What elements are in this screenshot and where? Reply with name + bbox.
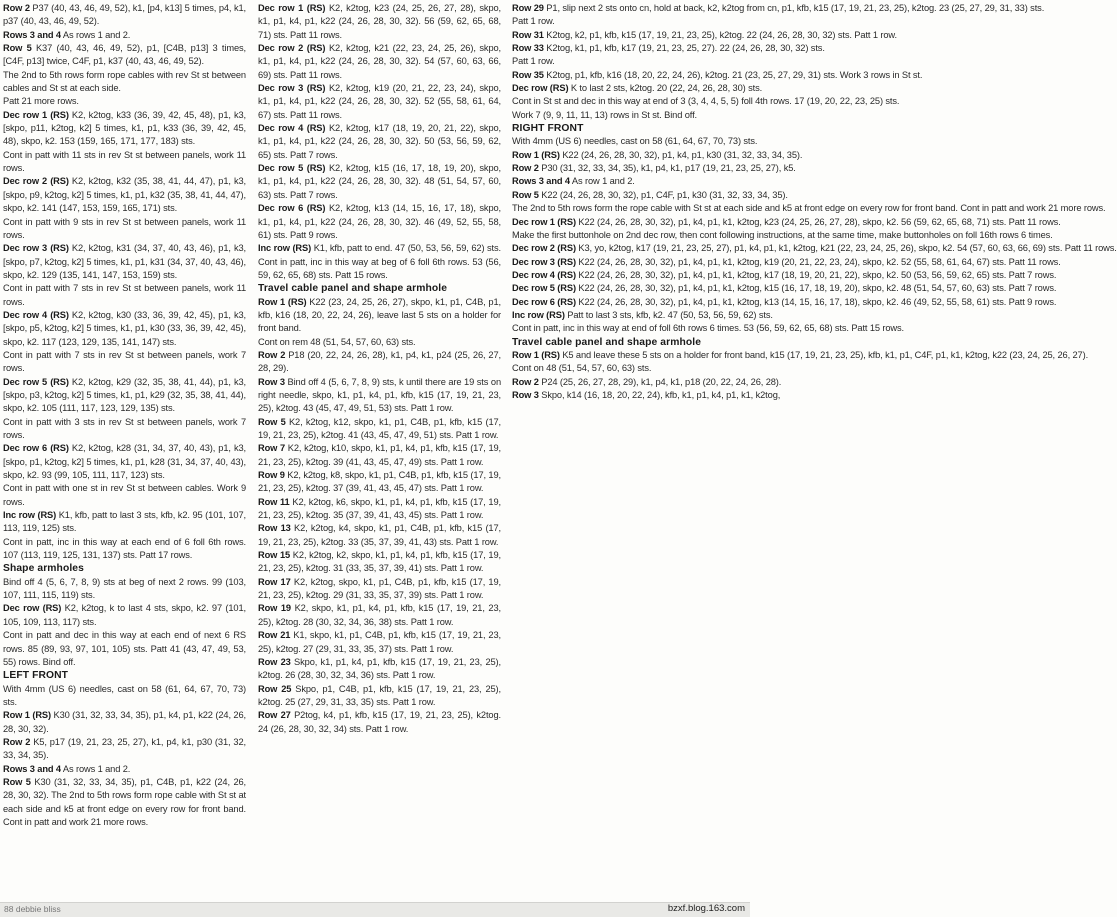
row-label: Dec row 5 (RS) (512, 283, 576, 294)
instruction-text: K2, k2tog, k21 (22, 23, 24, 25, 26), skpo, k1, p1, k4, p1, k22 (24, 26, 28, 30, 32). 54 (57, 60, 63, 66, 69) sts. Patt 11 rows. (258, 43, 502, 80)
instruction-paragraph (258, 549, 501, 576)
instruction-paragraph (258, 469, 501, 496)
instruction-text: Cont on 48 (51, 54, 57, 60, 63) sts. (512, 363, 652, 374)
section-heading: Travel cable panel and shape armhole (258, 283, 448, 295)
row-label: Dec row 5 (RS) (3, 376, 69, 387)
row-label: Dec row (RS) (512, 83, 569, 94)
instruction-paragraph (3, 576, 246, 603)
row-label: Row 7 (258, 443, 286, 454)
instruction-text: Make the first buttonhole on 2nd dec row, then cont following instructions, at the same time, make buttonholes on foll 16th rows 6 times. (512, 229, 1053, 240)
row-label: Dec row 4 (RS) (258, 123, 326, 134)
instruction-paragraph (258, 202, 501, 242)
row-label: Row 2 (258, 349, 286, 360)
instruction-text: K2, k2tog, k13 (14, 15, 16, 17, 18), skpo, k1, p1, k4, p1, k22 (24, 26, 28, 30, 32). 46 (49, 52, 55, 58, 61) sts. Patt 9 rows. (258, 203, 502, 240)
row-label: Dec row 6 (RS) (512, 296, 576, 307)
instruction-text: K37 (40, 43, 46, 49, 52), p1, [C4B, p13] 3 times, [C4F, p13] twice, C4F, p1, k37 (40, 43, 46, 49, 52). (3, 43, 246, 67)
column-2 (258, 2, 501, 736)
instruction-paragraph (3, 242, 246, 282)
instruction-text: Skpo, p1, C4B, p1, kfb, k15 (17, 19, 21, 23, 25), k2tog. 25 (27, 29, 31, 33, 35) sts. Patt 1 row. (258, 683, 501, 707)
instruction-text: K2, skpo, k1, p1, k4, p1, kfb, k15 (17, 19, 21, 23, 25), k2tog. 28 (30, 32, 34, 36, 38) sts. Patt 1 row. (258, 603, 501, 627)
instruction-paragraph (258, 42, 501, 82)
row-label: Dec row 5 (RS) (258, 163, 326, 174)
instruction-text: K22 (24, 26, 28, 30, 32), p1, k4, p1, k1, k2tog, k19 (20, 21, 22, 23, 24), skpo, k2. 52 (55, 58, 61, 64, 67) sts. Patt 11 rows. (575, 256, 1061, 267)
instruction-paragraph (512, 322, 905, 335)
instruction-paragraph (3, 349, 246, 376)
instruction-paragraph (258, 522, 501, 549)
row-label: Inc row (RS) (512, 309, 565, 320)
instruction-paragraph (512, 389, 781, 402)
instruction-paragraph (512, 296, 1057, 309)
instruction-paragraph (3, 416, 246, 443)
instruction-text: Cont in patt with 7 sts in rev St st between panels, work 11 rows. (3, 283, 246, 307)
instruction-text: K2, k2tog, k15 (16, 17, 18, 19, 20), skpo, k1, p1, k4, p1, k22 (24, 26, 28, 30, 32). 48 (51, 54, 57, 60, 63) sts. Patt 7 rows. (258, 163, 502, 200)
instruction-paragraph (258, 349, 501, 376)
watermark-url: bzxf.blog.163.com (667, 903, 745, 914)
column-3 (512, 2, 1117, 402)
instruction-paragraph (512, 69, 923, 82)
instruction-text: Cont in St st and dec in this way at end of 3 (3, 4, 4, 5, 5) foll 4th rows. 17 (19, 20, 22, 23, 25) sts. (512, 96, 900, 107)
instruction-paragraph (258, 162, 501, 202)
instruction-text: Patt 21 more rows. (3, 96, 79, 107)
instruction-paragraph (512, 55, 752, 68)
instruction-paragraph (3, 95, 246, 108)
row-label: Row 27 (258, 710, 291, 721)
instruction-paragraph (258, 683, 501, 710)
instruction-text: As rows 1 and 2. (60, 763, 131, 774)
instruction-paragraph (3, 216, 246, 243)
row-label: Dec row 4 (RS) (3, 309, 69, 320)
instruction-paragraph (512, 175, 752, 188)
row-label: Row 29 (512, 3, 544, 13)
instruction-text: P2tog, k4, p1, kfb, k15 (17, 19, 21, 23, 25), k2tog. 24 (26, 28, 30, 32, 34) sts. Patt 1 row. (258, 710, 501, 734)
instruction-text: K2, k2tog, k33 (36, 39, 42, 45, 48), p1, k3, [skpo, p11, k2tog, k2] 5 times, k1, p1, k33 (36, 39, 42, 45, 48), skpo, k2. 153 (159, 165, 171, 177, 183) sts. (3, 109, 246, 147)
instruction-paragraph (258, 336, 501, 349)
page-number: 88 (4, 904, 14, 914)
row-label: Dec row (RS) (3, 603, 62, 614)
instruction-paragraph (512, 82, 763, 95)
instruction-text: K1, kfb, patt to last 3 sts, kfb, k2. 95 (101, 107, 113, 119, 125) sts. (3, 510, 246, 534)
instruction-text: K2, k2tog, k2, skpo, k1, p1, k4, p1, kfb, k15 (17, 19, 21, 23, 25), k2tog. 31 (33, 35, 37, 39, 41) sts. Patt 1 row. (258, 550, 501, 574)
instruction-paragraph (3, 109, 246, 149)
instruction-paragraph (512, 242, 1117, 255)
instruction-paragraph (3, 509, 246, 536)
row-label: Dec row 6 (RS) (3, 443, 69, 454)
instruction-paragraph (512, 269, 1057, 282)
instruction-paragraph (3, 683, 246, 710)
row-label: Row 1 (RS) (3, 710, 51, 721)
instruction-paragraph (3, 29, 246, 42)
row-label: Row 33 (512, 43, 544, 54)
column-1 (3, 2, 246, 829)
instruction-text: K1, kfb, patt to end. 47 (50, 53, 56, 59, 62) sts. Cont in patt, inc in this way at beg of 6 foll 6th rows. 53 (56, 59, 62, 65, 68) sts. Patt 15 rows. (258, 243, 502, 280)
row-label: Row 5 (3, 776, 31, 787)
instruction-text: K2, k2tog, k28 (31, 34, 37, 40, 43), p1, k3, [skpo, p1, k2tog, k2] 5 times, k1, p1, k28 (31, 34, 37, 40, 43), skpo, k2. 93 (99, 105, 111, 117, 123) sts. (3, 443, 246, 481)
instruction-paragraph (512, 216, 1061, 229)
instruction-paragraph (3, 763, 246, 776)
row-label: Row 11 (258, 496, 290, 507)
page-footer (0, 902, 750, 917)
row-label: Row 1 (RS) (258, 296, 307, 307)
instruction-paragraph (3, 602, 246, 629)
instruction-paragraph (3, 536, 246, 563)
instruction-paragraph (3, 69, 246, 96)
row-label: Row 3 (512, 389, 539, 400)
instruction-paragraph (512, 349, 1089, 362)
instruction-paragraph (512, 29, 897, 42)
instruction-text: Cont in patt and dec in this way at each end of next 6 RS rows. 85 (89, 93, 97, 101, 105) sts. Patt 41 (43, 47, 49, 53, 55) rows. Bind off. (3, 630, 246, 667)
section-heading: RIGHT FRONT (512, 123, 584, 135)
instruction-text: As row 1 and 2. (569, 176, 635, 187)
instruction-text: K22 (24, 26, 28, 30, 32), p1, k4, p1, k1, k2tog, k15 (16, 17, 18, 19, 20), skpo, k2. 48 (51, 54, 57, 60, 63) sts. Patt 7 rows. (575, 283, 1057, 294)
row-label: Row 31 (512, 29, 544, 40)
instruction-paragraph (258, 442, 501, 469)
instruction-paragraph (258, 376, 501, 416)
instruction-text: K22 (23, 24, 25, 26, 27), skpo, k1, p1, C4B, p1, kfb, k16 (18, 20, 22, 24, 26), leave last 5 sts on a holder for front band. (258, 296, 501, 334)
instruction-text: Cont in patt with 3 sts in rev St st between panels, work 7 rows. (3, 416, 246, 440)
instruction-paragraph (3, 175, 246, 215)
instruction-paragraph (258, 629, 501, 656)
instruction-text: K22 (24, 26, 28, 30, 32), p1, k4, p1, k30 (31, 32, 33, 34, 35). (559, 149, 803, 160)
instruction-paragraph (258, 656, 501, 683)
instruction-text: Cont in patt with 11 sts in rev St st between panels, work 11 rows. (3, 149, 246, 174)
instruction-text: K5 and leave these 5 sts on a holder for front band, k15 (17, 19, 21, 23, 25), kfb, k1, p1, C4F, p1, k1, k2tog, k22 (23, 24, 25, 26, 27). (559, 349, 1089, 360)
row-label: Dec row 2 (RS) (258, 43, 326, 54)
instruction-text: P30 (31, 32, 33, 34, 35), k1, p4, k1, p17 (19, 21, 23, 25, 27), k5. (538, 163, 796, 174)
instruction-paragraph (512, 42, 825, 55)
instruction-text: Patt 1 row. (512, 16, 555, 27)
instruction-text: K2, k2tog, k29 (32, 35, 38, 41, 44), p1, k3, [skpo, p3, k2tog, k2] 5 times, k1, p1, k29 (32, 35, 38, 41, 44), skpo, k2. 105 (111, 117, 123, 129, 135) sts. (3, 376, 246, 414)
instruction-text: With 4mm (US 6) needles, cast on 58 (61, 64, 67, 70, 73) sts. (512, 136, 758, 147)
instruction-paragraph (3, 309, 246, 349)
instruction-paragraph (512, 149, 803, 162)
instruction-text: K22 (24, 26, 28, 30, 32), p1, k4, p1, k1, k2tog, k17 (18, 19, 20, 21, 22), skpo, k2. 50 (53, 56, 59, 62, 65) sts. Patt 7 rows. (575, 269, 1057, 280)
instruction-paragraph (512, 202, 1106, 215)
instruction-text: K2, k2tog, skpo, k1, p1, C4B, p1, kfb, k15 (17, 19, 21, 23, 25), k2tog. 29 (31, 33, 35, 37, 39) sts. Patt 1 row. (258, 576, 501, 601)
instruction-paragraph (258, 416, 501, 443)
row-label: Row 5 (258, 416, 286, 427)
row-label: Row 13 (258, 523, 291, 534)
instruction-text: Cont in patt, inc in this way at end of foll 6th rows 6 times. 53 (56, 59, 62, 65, 68) sts. Patt 15 rows. (512, 323, 905, 334)
instruction-text: Cont in patt with one st in rev St st between cables. Work 9 rows. (3, 483, 246, 507)
row-label: Dec row 1 (RS) (512, 216, 576, 227)
instruction-paragraph (258, 82, 501, 122)
row-label: Row 9 (258, 470, 285, 481)
instruction-paragraph (3, 736, 246, 763)
instruction-paragraph (512, 256, 1061, 269)
row-label: Dec row 1 (RS) (3, 109, 69, 120)
page-footer-left (4, 904, 61, 914)
instruction-text: Cont in patt with 7 sts in rev St st between panels, work 7 rows. (3, 349, 246, 374)
row-label: Inc row (RS) (3, 510, 57, 521)
row-label: Row 5 (3, 43, 32, 54)
instruction-text: K3, yo, k2tog, k17 (19, 21, 23, 25, 27), p1, k4, p1, k1, k2tog, k21 (22, 23, 24, 25, 26), skpo, k2. 54 (57, 60, 63, 66, 69) sts. Patt 11 rows. (575, 243, 1117, 254)
instruction-text: Cont on rem 48 (51, 54, 57, 60, 63) sts. (258, 336, 416, 347)
instruction-text: Cont in patt with 9 sts in rev St st between panels, work 11 rows. (3, 216, 246, 240)
instruction-text: K2, k2tog, k31 (34, 37, 40, 43, 46), p1, k3, [skpo, p7, k2tog, k2] 5 times, k1, p1, k31 (34, 37, 40, 43, 46), skpo, k2. 129 (135, 141, 147, 153, 159) sts. (3, 243, 246, 280)
instruction-paragraph (258, 496, 501, 523)
instruction-text: K2tog, k2, p1, kfb, k15 (17, 19, 21, 23, 25), k2tog. 22 (24, 26, 28, 30, 32) sts. Patt 1 row. (543, 29, 897, 40)
instruction-text: K2, k2tog, k19 (20, 21, 22, 23, 24), skpo, k1, p1, k4, p1, k22 (24, 26, 28, 30, 32). 52 (55, 58, 61, 64, 67) sts. Patt 11 rows. (258, 83, 502, 120)
instruction-paragraph (258, 602, 501, 629)
instruction-paragraph (258, 242, 501, 282)
instruction-paragraph (3, 482, 246, 509)
row-label: Rows 3 and 4 (3, 763, 61, 774)
instruction-text: Bind off 4 (5, 6, 7, 8, 9) sts, k until there are 19 sts on right needle, skpo, k1, p1, k4, p1, kfb, k15 (17, 19, 21, 23, 25), k2tog. 43 (45, 47, 49, 51, 53) sts. Patt 1 row. (258, 376, 501, 414)
row-label: Dec row 3 (RS) (512, 256, 576, 267)
instruction-paragraph (3, 776, 246, 829)
instruction-paragraph (512, 135, 758, 148)
instruction-text: K5, p17 (19, 21, 23, 25, 27), k1, p4, k1, p30 (31, 32, 33, 34, 35). (3, 736, 246, 761)
row-label: Row 2 (512, 376, 539, 387)
row-label: Row 19 (258, 603, 291, 614)
instruction-paragraph (3, 282, 246, 309)
instruction-paragraph (3, 2, 246, 29)
section-heading: Shape armholes (3, 563, 84, 575)
instruction-paragraph (258, 709, 501, 736)
row-label: Dec row 2 (RS) (3, 176, 69, 187)
instruction-paragraph (512, 229, 1053, 242)
instruction-text: K22 (24, 26, 28, 30, 32), p1, k4, p1, k1, k2tog, k23 (24, 25, 26, 27, 28), skpo, k2. 56 (59, 62, 65, 68, 71) sts. Patt 11 rows. (575, 216, 1061, 227)
instruction-paragraph (3, 149, 246, 176)
instruction-paragraph (3, 442, 246, 482)
instruction-text: K2, k2tog, k23 (24, 25, 26, 27, 28), skpo, k1, p1, k4, p1, k22 (24, 26, 28, 30, 32). 56 (59, 62, 65, 68, 71) sts. Patt 11 rows. (258, 3, 502, 40)
instruction-paragraph (512, 189, 788, 202)
instruction-text: P18 (20, 22, 24, 26, 28), k1, p4, k1, p24 (25, 26, 27, 28, 29). (258, 349, 501, 374)
row-label: Row 1 (RS) (512, 349, 560, 360)
instruction-text: K2tog, p1, kfb, k16 (18, 20, 22, 24, 26), k2tog. 21 (23, 25, 27, 29, 31) sts. Work 3 rows in St st. (543, 69, 923, 80)
instruction-paragraph (258, 296, 501, 336)
instruction-paragraph (3, 42, 246, 69)
instruction-text: P24 (25, 26, 27, 28, 29), k1, p4, k1, p18 (20, 22, 24, 26, 28). (538, 376, 782, 387)
section-heading: Travel cable panel and shape armhole (512, 336, 702, 348)
row-label: Dec row 1 (RS) (258, 3, 326, 13)
instruction-paragraph (512, 309, 773, 322)
row-label: Row 1 (RS) (512, 149, 560, 160)
row-label: Row 5 (512, 189, 539, 200)
row-label: Row 25 (258, 683, 292, 694)
instruction-text: K2, k2tog, k32 (35, 38, 41, 44, 47), p1, k3, [skpo, p9, k2tog, k2] 5 times, k1, p1, k32 (35, 38, 41, 44, 47), skpo, k2. 141 (147, 153, 159, 165, 171) sts. (3, 176, 246, 214)
row-label: Row 15 (258, 550, 291, 561)
instruction-text: K2, k2tog, k8, skpo, k1, p1, C4B, p1, kfb, k15 (17, 19, 21, 23, 25), k2tog. 37 (39, 41, 43, 45, 47) sts. Patt 1 row. (258, 470, 501, 494)
instruction-paragraph (3, 376, 246, 416)
instruction-paragraph (512, 162, 796, 175)
instruction-paragraph (258, 2, 501, 42)
instruction-text: P1, slip next 2 sts onto cn, hold at back, k2, k2tog from cn, p1, kfb, k15 (17, 19, 21, 23, 25), k2tog. 23 (25, 27, 29, 31, 33) sts. (543, 3, 1045, 13)
row-label: Dec row 4 (RS) (512, 269, 576, 280)
instruction-text: K2tog, k1, p1, kfb, k17 (19, 21, 23, 25, 27). 22 (24, 26, 28, 30, 32) sts. (543, 43, 825, 54)
row-label: Row 21 (258, 630, 291, 641)
brand-name: debbie bliss (15, 904, 61, 914)
instruction-text: P37 (40, 43, 46, 49, 52), k1, [p4, k13] 5 times, p4, k1, p37 (40, 43, 46, 49, 52). (3, 3, 246, 27)
instruction-text: Patt 1 row. (512, 56, 555, 67)
row-label: Row 35 (512, 69, 544, 80)
instruction-paragraph (258, 576, 501, 603)
instruction-text: Skpo, k1, p1, k4, p1, kfb, k15 (17, 19, 21, 23, 25), k2tog. 26 (28, 30, 32, 34, 36) sts. Patt 1 row. (258, 656, 501, 681)
instruction-text: With 4mm (US 6) needles, cast on 58 (61, 64, 67, 70, 73) sts. (3, 683, 246, 707)
instruction-text: K2, k2tog, k4, skpo, k1, p1, C4B, p1, kfb, k15 (17, 19, 21, 23, 25), k2tog. 33 (35, 37, 39, 41, 43) sts. Patt 1 row. (258, 523, 501, 547)
instruction-text: K22 (24, 26, 28, 30, 32), p1, k4, p1, k1, k2tog, k13 (14, 15, 16, 17, 18), skpo, k2. 46 (49, 52, 55, 58, 61) sts. Patt 9 rows. (575, 296, 1057, 307)
instruction-text: The 2nd to 5th rows form rope cables with rev St st between cables and St st at each side. (3, 69, 246, 94)
instruction-text: Patt to last 3 sts, kfb, k2. 47 (50, 53, 56, 59, 62) sts. (564, 309, 773, 320)
row-label: Row 17 (258, 576, 291, 587)
instruction-text: Skpo, k14 (16, 18, 20, 22, 24), kfb, k1, p1, k4, p1, k1, k2tog, (538, 389, 781, 400)
row-label: Dec row 3 (RS) (3, 243, 69, 254)
instruction-paragraph (512, 109, 752, 122)
row-label: Dec row 2 (RS) (512, 243, 576, 254)
section-heading: LEFT FRONT (3, 670, 69, 682)
row-label: Row 2 (3, 3, 30, 13)
instruction-text: Work 7 (9, 9, 11, 11, 13) rows in St st. Bind off. (512, 109, 698, 120)
instruction-paragraph (512, 95, 900, 108)
instruction-paragraph (512, 2, 1045, 15)
instruction-text: K2, k2tog, k12, skpo, k1, p1, C4B, p1, kfb, k15 (17, 19, 21, 23, 25), k2tog. 41 (43, 45, 47, 49, 51) sts. Patt 1 row. (258, 416, 502, 440)
instruction-text: As rows 1 and 2. (60, 29, 131, 40)
instruction-text: K2, k2tog, k30 (33, 36, 39, 42, 45), p1, k3, [skpo, p5, k2tog, k2] 5 times, k1, p1, k30 (33, 36, 39, 42, 45), skpo, k2. 117 (123, 129, 135, 141, 147) sts. (3, 309, 246, 347)
instruction-text: The 2nd to 5th rows form the rope cable with St st at each side and k5 at front edge on every row for front band. Cont in patt and work 21 more rows. (512, 203, 1106, 214)
row-label: Row 23 (258, 656, 291, 667)
row-label: Inc row (RS) (258, 243, 312, 254)
row-label: Dec row 6 (RS) (258, 203, 326, 214)
row-label: Rows 3 and 4 (3, 29, 61, 40)
row-label: Dec row 3 (RS) (258, 83, 326, 94)
instruction-paragraph (512, 376, 782, 389)
instruction-text: K2, k2tog, k17 (18, 19, 20, 21, 22), skpo, k1, p1, k4, p1, k22 (24, 26, 28, 30, 32). 50 (53, 56, 59, 62, 65) sts. Patt 7 rows. (258, 123, 502, 160)
instruction-paragraph (3, 629, 246, 669)
instruction-text: K2, k2tog, k to last 4 sts, skpo, k2. 97 (101, 105, 109, 113, 117) sts. (3, 603, 246, 627)
instruction-text: K30 (31, 32, 33, 34, 35), p1, C4B, p1, k22 (24, 26, 28, 30, 32). The 2nd to 5th rows form rope cable with St st at each side and k5 at front edge on every row for front band. Cont in patt and work 21 more rows. (3, 776, 247, 827)
row-label: Rows 3 and 4 (512, 176, 570, 187)
instruction-text: K2, k2tog, k10, skpo, k1, p1, k4, p1, kfb, k15 (17, 19, 21, 23, 25), k2tog. 39 (41, 43, 45, 47, 49) sts. Patt 1 row. (258, 443, 502, 467)
instruction-paragraph (258, 122, 501, 162)
instruction-text: K22 (24, 26, 28, 30, 32), p1, C4F, p1, k30 (31, 32, 33, 34, 35). (538, 189, 788, 200)
row-label: Row 2 (512, 163, 539, 174)
row-label: Row 2 (3, 736, 31, 747)
instruction-paragraph (512, 15, 752, 28)
instruction-text: K2, k2tog, k6, skpo, k1, p1, k4, p1, kfb, k15 (17, 19, 21, 23, 25), k2tog. 35 (37, 39, 41, 43, 45) sts. Patt 1 row. (258, 496, 501, 521)
instruction-paragraph (3, 709, 246, 736)
instruction-text: K1, skpo, k1, p1, C4B, p1, kfb, k15 (17, 19, 21, 23, 25), k2tog. 27 (29, 31, 33, 35, 37) sts. Patt 1 row. (258, 630, 501, 654)
instruction-text: Bind off 4 (5, 6, 7, 8, 9) sts at beg of next 2 rows. 99 (103, 107, 111, 115, 119) sts. (3, 576, 246, 601)
instruction-text: K to last 2 sts, k2tog. 20 (22, 24, 26, 28, 30) sts. (568, 83, 763, 94)
instruction-paragraph (512, 282, 1057, 295)
instruction-text: Cont in patt, inc in this way at each end of 6 foll 6th rows. 107 (113, 119, 125, 131, 137) sts. Patt 17 rows. (3, 536, 246, 561)
instruction-text: K30 (31, 32, 33, 34, 35), p1, k4, p1, k22 (24, 26, 28, 30, 32). (3, 710, 246, 734)
row-label: Row 3 (258, 376, 285, 387)
instruction-paragraph (512, 362, 752, 375)
